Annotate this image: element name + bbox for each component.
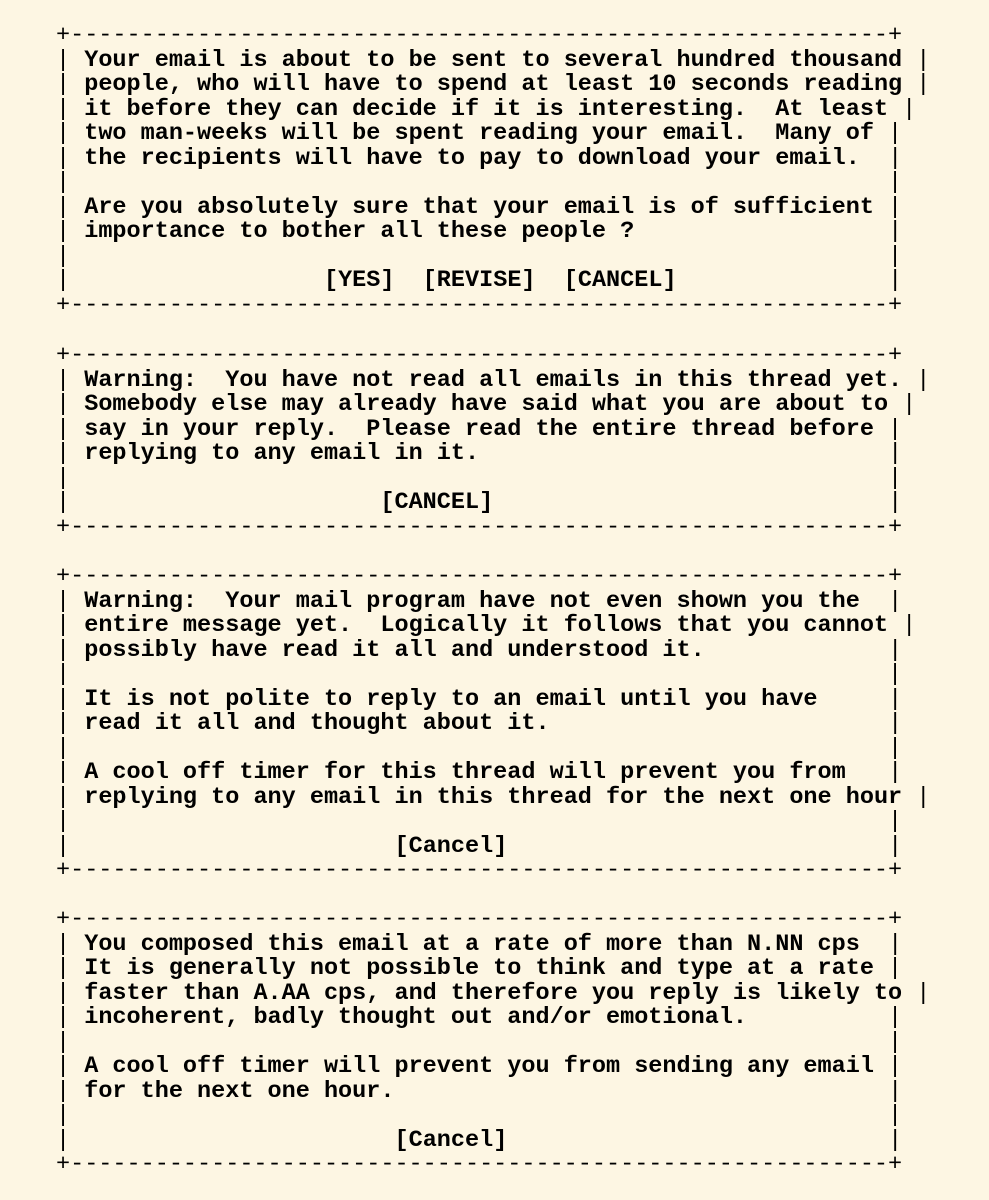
dialog-top-border: +----------------------------------------------------------+	[56, 22, 903, 49]
dialog-text-line: two man-weeks will be spent reading your email. Many of	[84, 120, 874, 147]
dialog-text-line: faster than A.AA cps, and therefore you reply is likely to	[84, 979, 903, 1007]
dialog-text-line: read it all and thought about it.	[84, 710, 550, 737]
dialog-text-line: It is generally not possible to think and type at a rate	[84, 955, 874, 982]
dialog-top-border: +----------------------------------------------------------+	[56, 563, 903, 590]
dialog-text-line: people, who will have to spend at least 10 seconds reading	[84, 71, 903, 98]
cancel-button[interactable]: [Cancel]	[394, 832, 508, 860]
dialog-top-border: +----------------------------------------------------------+	[56, 342, 903, 369]
dialog-text-line: the recipients will have to pay to download your email.	[84, 144, 860, 172]
dialog-text-line: Warning: Your mail program have not even shown you the	[84, 587, 860, 615]
dialog-text-line: say in your reply. Please read the entire thread before	[84, 415, 874, 443]
cancel-button[interactable]: [Cancel]	[394, 1126, 508, 1154]
dialog-text-line: for the next one hour.	[84, 1077, 395, 1105]
dialog-text-line: possibly have read it all and understood it.	[84, 636, 705, 664]
dialog-text-line: importance to bother all these people ?	[84, 218, 635, 245]
dialog-top-border: +----------------------------------------------------------+	[56, 906, 903, 933]
dialog-text-line: A cool off timer will prevent you from sending any email	[84, 1053, 874, 1080]
dialog-bottom-border: +----------------------------------------------------------+	[56, 513, 903, 541]
dialog-text-line: replying to any email in this thread for the next one hour	[84, 783, 903, 811]
dialog-text-line: incoherent, badly thought out and/or emotional.	[84, 1004, 748, 1031]
dialog-text-line: Are you absolutely sure that your email is of sufficient	[84, 193, 874, 221]
dialog-typing-rate-warning: +----------------------------------------------------------+ | You composed this email at a rate of more than N.NN cps | | It is generally not possible to think and type at a rate | | faster than A.AA cps, and therefore you reply is likely to | | incoherent, badly thought out and/or emotional. | | | | A cool off timer will prevent you from sending any email | | for the next one hour. | | | | [Cancel] | +----------------------------------------------------------+	[56, 906, 931, 1178]
yes-button[interactable]: [YES]	[323, 267, 395, 294]
dialog-text-line: Warning: You have not read all emails in this thread yet.	[84, 366, 903, 394]
revise-button[interactable]: [REVISE]	[422, 267, 536, 294]
dialog-unread-thread-warning: +----------------------------------------------------------+ | Warning: You have not read all emails in this thread yet. | | Somebody else may already have said what you are about to | | say in your reply. Please read the entire thread before | | replying to any email in it. | | | | [CANCEL] | +----------------------------------------------------------+	[56, 342, 931, 541]
dialog-bottom-border: +----------------------------------------------------------+	[56, 291, 903, 319]
dialog-text-line: it before they can decide if it is interesting. At least	[84, 95, 889, 123]
dialog-text-line: entire message yet. Logically it follows that you cannot	[84, 612, 889, 639]
dialog-text-line: replying to any email in it.	[84, 440, 480, 467]
dialog-unseen-message-warning: +----------------------------------------------------------+ | Warning: Your mail program have not even shown you the | | entire message yet. Logically it follows that you cannot | | possibly have read it all and understood it. | | | | It is not polite to reply to an email until you have | | read it all and thought about it. | | | | A cool off timer for this thread will prevent you from | | replying to any email in this thread for the next one hour | | | | [Cancel] | +----------------------------------------------------------+	[56, 563, 931, 884]
dialog-send-confirmation: +----------------------------------------------------------+ | Your email is about to be sent to several hundred thousand | | people, who will have to spend at least 10 seconds reading | | it before they can decide if it is interesting. At least | | two man-weeks will be spent reading your email. Many of | | the recipients will have to pay to download your email. | | | | Are you absolutely sure that your email is of sufficient | | importance to bother all these people ? | | | | [YES] [REVISE] [CANCEL] | +----------------------------------------------------------+	[56, 22, 931, 319]
dialog-text-line: Your email is about to be sent to several hundred thousand	[84, 46, 903, 74]
cancel-button[interactable]: [CANCEL]	[380, 489, 494, 516]
dialog-text-line: It is not polite to reply to an email until you have	[84, 685, 818, 713]
dialog-text-line: A cool off timer for this thread will prevent you from	[84, 759, 846, 786]
cancel-button[interactable]: [CANCEL]	[563, 267, 677, 294]
dialog-text-line: You composed this email at a rate of more than N.NN cps	[84, 930, 860, 958]
dialog-text-line: Somebody else may already have said what you are about to	[84, 391, 889, 418]
dialog-bottom-border: +----------------------------------------------------------+	[56, 857, 903, 884]
dialog-bottom-border: +----------------------------------------------------------+	[56, 1151, 903, 1178]
